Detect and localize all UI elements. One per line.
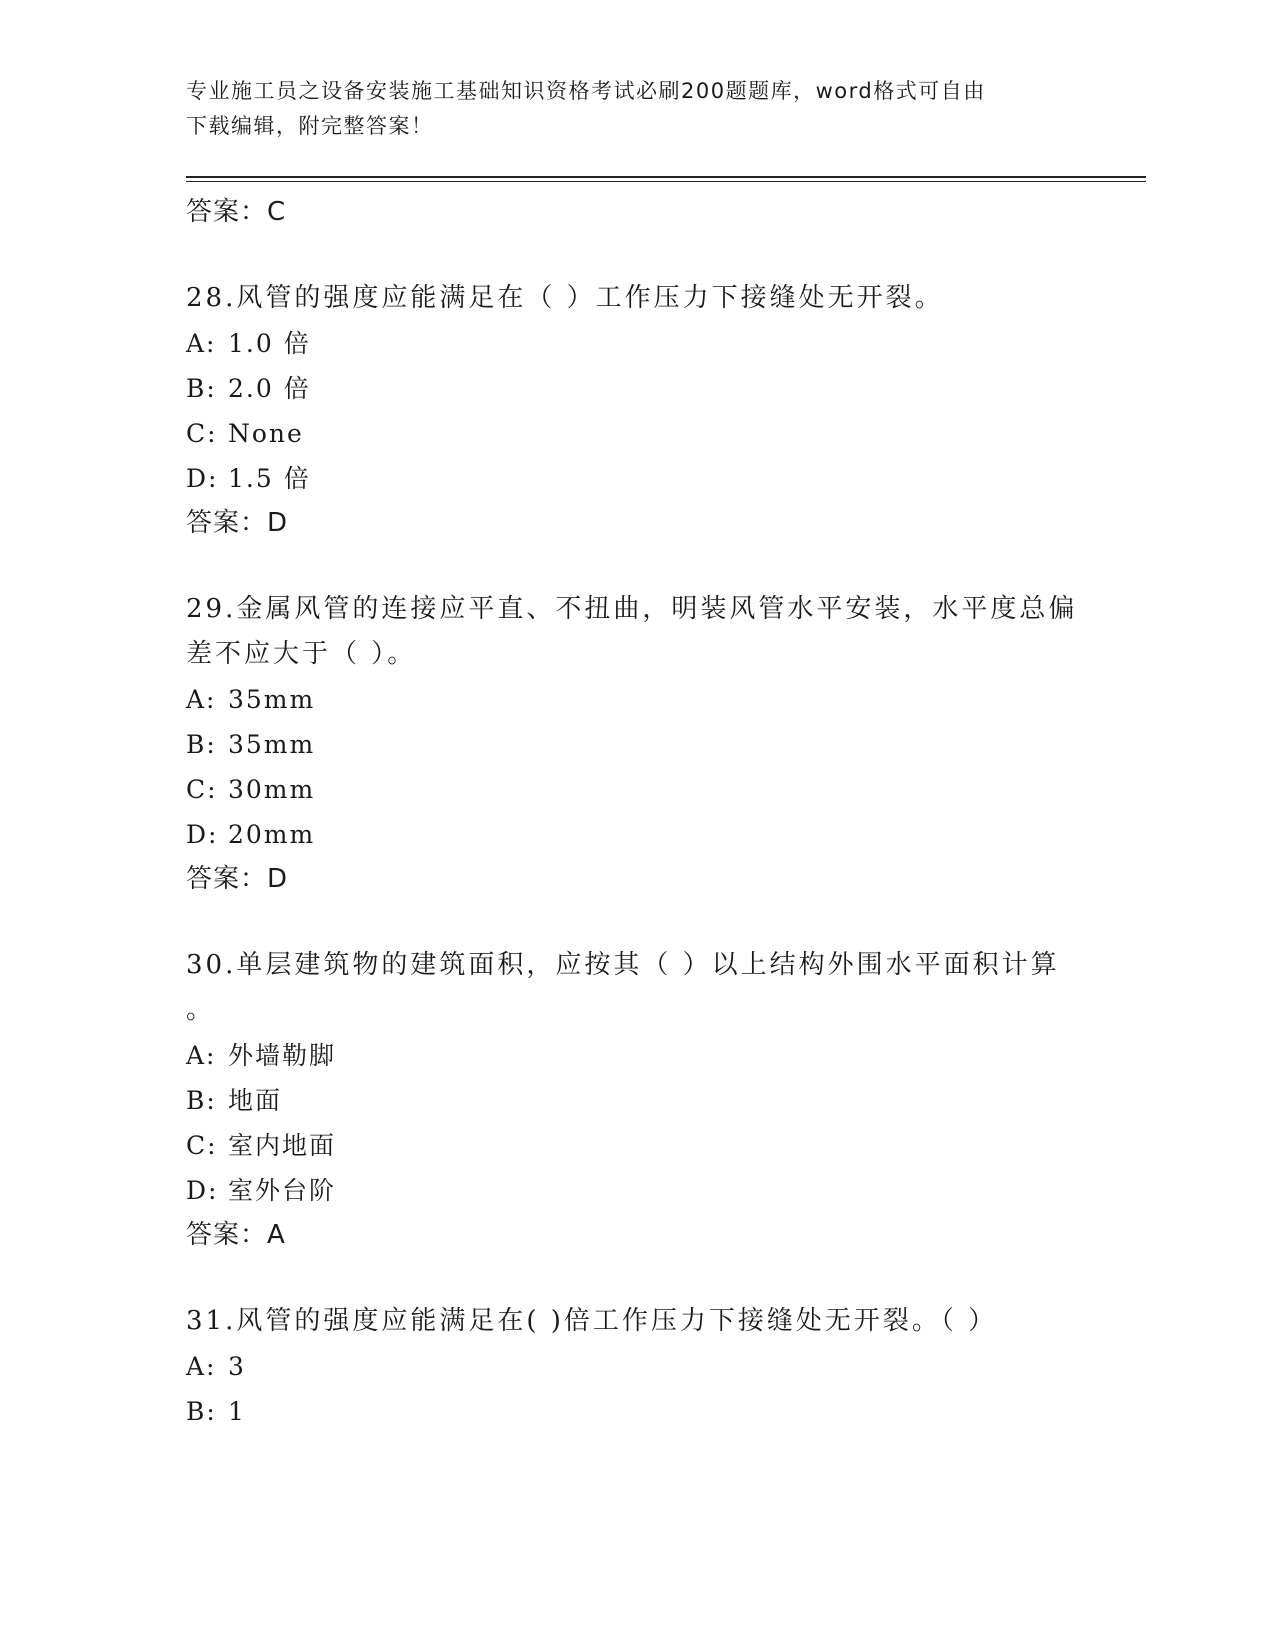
option-text: 1.0 倍 bbox=[228, 329, 311, 358]
option-key: B: bbox=[186, 1397, 217, 1426]
question-text bbox=[186, 1299, 1066, 1344]
option-key: D: bbox=[186, 820, 219, 849]
question-block bbox=[186, 1299, 1086, 1434]
option-key: B: bbox=[186, 730, 217, 759]
questions-container bbox=[186, 276, 1086, 1434]
option-row bbox=[186, 411, 1086, 456]
option-row bbox=[186, 677, 1086, 722]
question-block bbox=[186, 943, 1086, 1299]
option-text: 30mm bbox=[228, 775, 316, 804]
question-line: 。 bbox=[186, 995, 216, 1025]
option-text: 地面 bbox=[228, 1086, 283, 1115]
option-row bbox=[186, 1389, 1086, 1434]
option-row bbox=[186, 1344, 1086, 1389]
option-text: 1.5 倍 bbox=[228, 464, 311, 493]
option-row bbox=[186, 767, 1086, 812]
option-text: None bbox=[228, 419, 304, 448]
option-text: 1 bbox=[228, 1397, 246, 1426]
option-row bbox=[186, 812, 1086, 857]
option-key: D: bbox=[186, 464, 219, 493]
option-text: 室内地面 bbox=[228, 1131, 337, 1160]
question-list bbox=[186, 190, 1086, 1434]
header-line-1: 专业施工员之设备安装施工基础知识资格考试必刷200题题库，word格式可自由 bbox=[186, 79, 986, 103]
option-key: A: bbox=[186, 1041, 217, 1070]
question-line: 28.风管的强度应能满足在（ ）工作压力下接缝处无开裂。 bbox=[186, 283, 944, 313]
option-row bbox=[186, 456, 1086, 501]
question-text bbox=[186, 587, 1078, 677]
question-line: 差不应大于（ ）。 bbox=[186, 639, 417, 669]
option-text: 2.0 倍 bbox=[228, 374, 311, 403]
answer-line: 答案：D bbox=[186, 508, 289, 538]
option-text: 20mm bbox=[228, 820, 316, 849]
header-divider-thin bbox=[186, 181, 1146, 182]
option-text: 室外台阶 bbox=[228, 1176, 337, 1205]
spacer bbox=[186, 234, 1086, 276]
question-line: 31.风管的强度应能满足在( )倍工作压力下接缝处无开裂。（ ） bbox=[186, 1306, 998, 1336]
option-text: 3 bbox=[228, 1352, 246, 1381]
question-text bbox=[186, 943, 1066, 1033]
question-block bbox=[186, 587, 1086, 943]
option-text: 35mm bbox=[228, 685, 316, 714]
answer-line: 答案：D bbox=[186, 864, 289, 894]
option-key: C: bbox=[186, 1131, 218, 1160]
option-key: B: bbox=[186, 1086, 217, 1115]
answer-line: 答案：A bbox=[186, 1220, 286, 1250]
header-divider-thick bbox=[186, 176, 1146, 178]
option-key: A: bbox=[186, 329, 217, 358]
question-block bbox=[186, 276, 1086, 587]
spacer bbox=[186, 1257, 1086, 1299]
option-key: D: bbox=[186, 1176, 219, 1205]
question-line: 29.金属风管的连接应平直、不扭曲，明装风管水平安装，水平度总偏 bbox=[186, 594, 1078, 624]
document-header bbox=[186, 74, 1066, 144]
option-key: A: bbox=[186, 685, 217, 714]
option-row bbox=[186, 366, 1086, 411]
option-key: C: bbox=[186, 419, 218, 448]
option-key: A: bbox=[186, 1352, 217, 1381]
option-row bbox=[186, 1078, 1086, 1123]
option-row bbox=[186, 1168, 1086, 1213]
option-row bbox=[186, 1123, 1086, 1168]
option-key: B: bbox=[186, 374, 217, 403]
spacer bbox=[186, 901, 1086, 943]
option-text: 外墙勒脚 bbox=[228, 1041, 337, 1070]
option-key: C: bbox=[186, 775, 218, 804]
question-line: 30.单层建筑物的建筑面积，应按其（ ）以上结构外围水平面积计算 bbox=[186, 950, 1060, 980]
option-row bbox=[186, 722, 1086, 767]
header-line-2: 下载编辑，附完整答案！ bbox=[186, 114, 434, 138]
option-row bbox=[186, 321, 1086, 366]
spacer bbox=[186, 545, 1086, 587]
option-text: 35mm bbox=[228, 730, 316, 759]
question-text bbox=[186, 276, 1066, 321]
previous-answer: 答案：C bbox=[186, 197, 287, 227]
option-row bbox=[186, 1033, 1086, 1078]
